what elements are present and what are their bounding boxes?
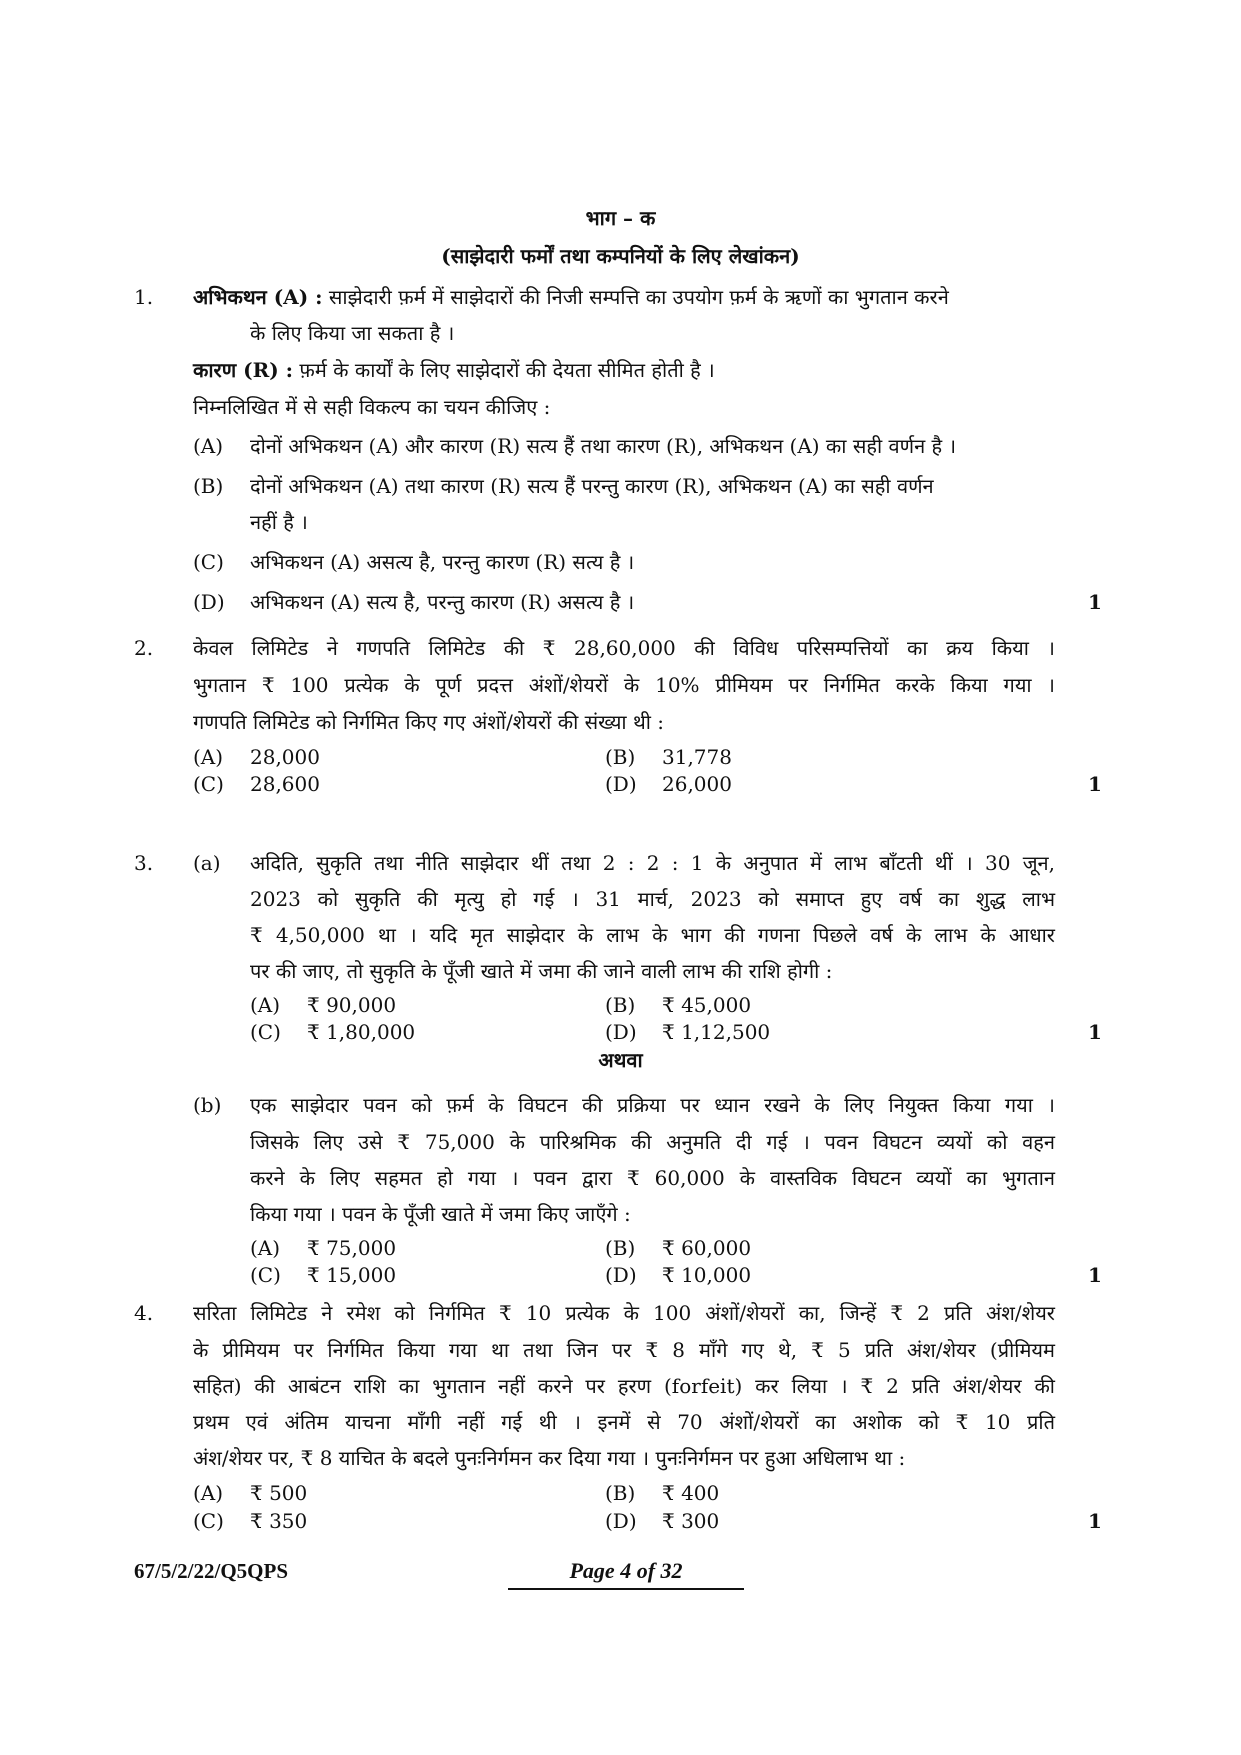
question-text: किया गया । पवन के पूँजी खाते में जमा किए जाएँगे : — [250, 1202, 631, 1226]
marks: 1 — [1088, 590, 1102, 614]
question-text: के प्रीमियम पर निर्गमित किया गया था तथा जिन पर ₹ 8 माँगे गए थे, ₹ 5 प्रति अंश/शेयर (प्रीमियम — [193, 1338, 1055, 1362]
option-label: (B) — [605, 1236, 636, 1260]
question-text: 2023 को सुकृति की मृत्यु हो गई । 31 मार्च, 2023 को समाप्त हुए वर्ष का शुद्ध लाभ — [250, 887, 1055, 911]
option-label: (A) — [250, 1236, 281, 1260]
option-label: (D) — [605, 772, 637, 796]
question-text: सरिता लिमिटेड ने रमेश को निर्गमित ₹ 10 प्रत्येक के 100 अंशों/शेयरों का, जिन्हें ₹ 2 प्रति अंश/शेयर — [193, 1301, 1055, 1325]
option-text: 31,778 — [662, 745, 732, 769]
option-text: ₹ 75,000 — [307, 1236, 397, 1260]
question-text: करने के लिए सहमत हो गया । पवन द्वारा ₹ 60,000 के वास्तविक विघटन व्ययों का भुगतान — [250, 1166, 1055, 1190]
option-label: (D) — [605, 1263, 637, 1287]
question-number: 4. — [134, 1301, 154, 1325]
reason-line — [193, 355, 715, 385]
part-label: (b) — [193, 1093, 222, 1117]
part-label: (a) — [193, 851, 221, 875]
question-text: पर की जाए, तो सुकृति के पूँजी खाते में जमा की जाने वाली लाभ की राशि होगी : — [250, 959, 833, 983]
option-label: (A) — [193, 745, 224, 769]
option-label: (B) — [605, 993, 636, 1017]
footer-underline — [508, 1588, 744, 1590]
option-label: (B) — [605, 745, 636, 769]
question-text: प्रथम एवं अंतिम याचना माँगी नहीं गई थी । इनमें से 70 अंशों/शेयरों का अशोक को ₹ 10 प्रति — [193, 1410, 1055, 1434]
option-label: (C) — [250, 1020, 281, 1044]
option-label: (C) — [193, 1509, 224, 1533]
option-text: दोनों अभिकथन (A) और कारण (R) सत्य हैं तथा कारण (R), अभिकथन (A) का सही वर्णन है । — [250, 434, 957, 458]
question-text: सहित) की आबंटन राशि का भुगतान नहीं करने पर हरण (forfeit) कर लिया । ₹ 2 प्रति अंश/शेयर की — [193, 1374, 1055, 1398]
question-text: गणपति लिमिटेड को निर्गमित किए गए अंशों/शेयरों की संख्या थी : — [193, 710, 665, 734]
option-text: अभिकथन (A) असत्य है, परन्तु कारण (R) सत्य है । — [250, 550, 635, 574]
option-label: (A) — [250, 993, 281, 1017]
option-text: ₹ 45,000 — [662, 993, 752, 1017]
option-label: (B) — [605, 1481, 636, 1505]
assertion-text-cont: के लिए किया जा सकता है । — [250, 321, 455, 345]
option-text: 28,600 — [250, 772, 320, 796]
option-label: (A) — [193, 434, 224, 458]
assertion-label: अभिकथन (A) : — [193, 285, 323, 309]
option-label: (C) — [250, 1263, 281, 1287]
question-text: ₹ 4,50,000 था । यदि मृत साझेदार के लाभ के भाग की गणना पिछले वर्ष के लाभ के आधार — [250, 923, 1055, 947]
question-text: अदिति, सुकृति तथा नीति साझेदार थीं तथा 2 : 2 : 1 के अनुपात में लाभ बाँटती थीं । 30 जून, — [250, 851, 1055, 875]
option-label: (B) — [193, 474, 224, 498]
option-text: ₹ 350 — [250, 1509, 308, 1533]
instruction: निम्नलिखित में से सही विकल्प का चयन कीजिए : — [193, 395, 551, 419]
question-text: भुगतान ₹ 100 प्रत्येक के पूर्ण प्रदत्त अंशों/शेयरों के 10% प्रीमियम पर निर्गमित करके किया गया । — [193, 673, 1055, 697]
option-text: 26,000 — [662, 772, 732, 796]
marks: 1 — [1088, 772, 1102, 796]
question-number: 2. — [134, 636, 154, 660]
option-label: (D) — [605, 1509, 637, 1533]
question-text: एक साझेदार पवन को फ़र्म के विघटन की प्रक्रिया पर ध्यान रखने के लिए नियुक्त किया गया । — [250, 1093, 1055, 1117]
option-label: (D) — [605, 1020, 637, 1044]
option-text: 28,000 — [250, 745, 320, 769]
assertion-line — [193, 282, 949, 312]
question-text: केवल लिमिटेड ने गणपति लिमिटेड की ₹ 28,60,000 की विविध परिसम्पत्तियों का क्रय किया । — [193, 636, 1055, 660]
section-subtitle: (साझेदारी फर्मों तथा कम्पनियों के लिए लेखांकन) — [441, 244, 800, 268]
option-text: अभिकथन (A) सत्य है, परन्तु कारण (R) असत्य है । — [250, 590, 635, 614]
reason-label: कारण (R) : — [193, 358, 294, 382]
section-title: भाग – क — [585, 206, 656, 230]
page-number: Page 4 of 32 — [569, 1558, 683, 1583]
option-text-cont: नहीं है । — [250, 510, 308, 534]
option-label: (A) — [193, 1481, 224, 1505]
question-number: 3. — [134, 851, 154, 875]
or-divider: अथवा — [598, 1048, 643, 1072]
option-text: ₹ 90,000 — [307, 993, 397, 1017]
option-text: ₹ 300 — [662, 1509, 720, 1533]
marks: 1 — [1088, 1263, 1102, 1287]
marks: 1 — [1088, 1509, 1102, 1533]
question-text: जिसके लिए उसे ₹ 75,000 के पारिश्रमिक की अनुमति दी गई । पवन विघटन व्ययों को वहन — [250, 1130, 1055, 1154]
option-text: दोनों अभिकथन (A) तथा कारण (R) सत्य हैं परन्तु कारण (R), अभिकथन (A) का सही वर्णन — [250, 474, 934, 498]
option-text: ₹ 1,12,500 — [662, 1020, 771, 1044]
option-text: ₹ 60,000 — [662, 1236, 752, 1260]
marks: 1 — [1088, 1020, 1102, 1044]
option-label: (C) — [193, 550, 224, 574]
question-number: 1. — [134, 285, 154, 309]
option-text: ₹ 10,000 — [662, 1263, 752, 1287]
option-text: ₹ 500 — [250, 1481, 308, 1505]
paper-code: 67/5/2/22/Q5QPS — [134, 1559, 289, 1583]
question-text: अंश/शेयर पर, ₹ 8 याचित के बदले पुनःनिर्गमन कर दिया गया । पुनःनिर्गमन पर हुआ अधिलाभ था : — [193, 1446, 906, 1470]
assertion-text: साझेदारी फ़र्म में साझेदारों की निजी सम्पत्ति का उपयोग फ़र्म के ऋणों का भुगतान करने — [328, 285, 949, 309]
option-label: (C) — [193, 772, 224, 796]
reason-text: फ़र्म के कार्यों के लिए साझेदारों की देयता सीमित होती है । — [299, 358, 715, 382]
option-text: ₹ 1,80,000 — [307, 1020, 416, 1044]
option-text: ₹ 400 — [662, 1481, 720, 1505]
option-text: ₹ 15,000 — [307, 1263, 397, 1287]
option-label: (D) — [193, 590, 225, 614]
